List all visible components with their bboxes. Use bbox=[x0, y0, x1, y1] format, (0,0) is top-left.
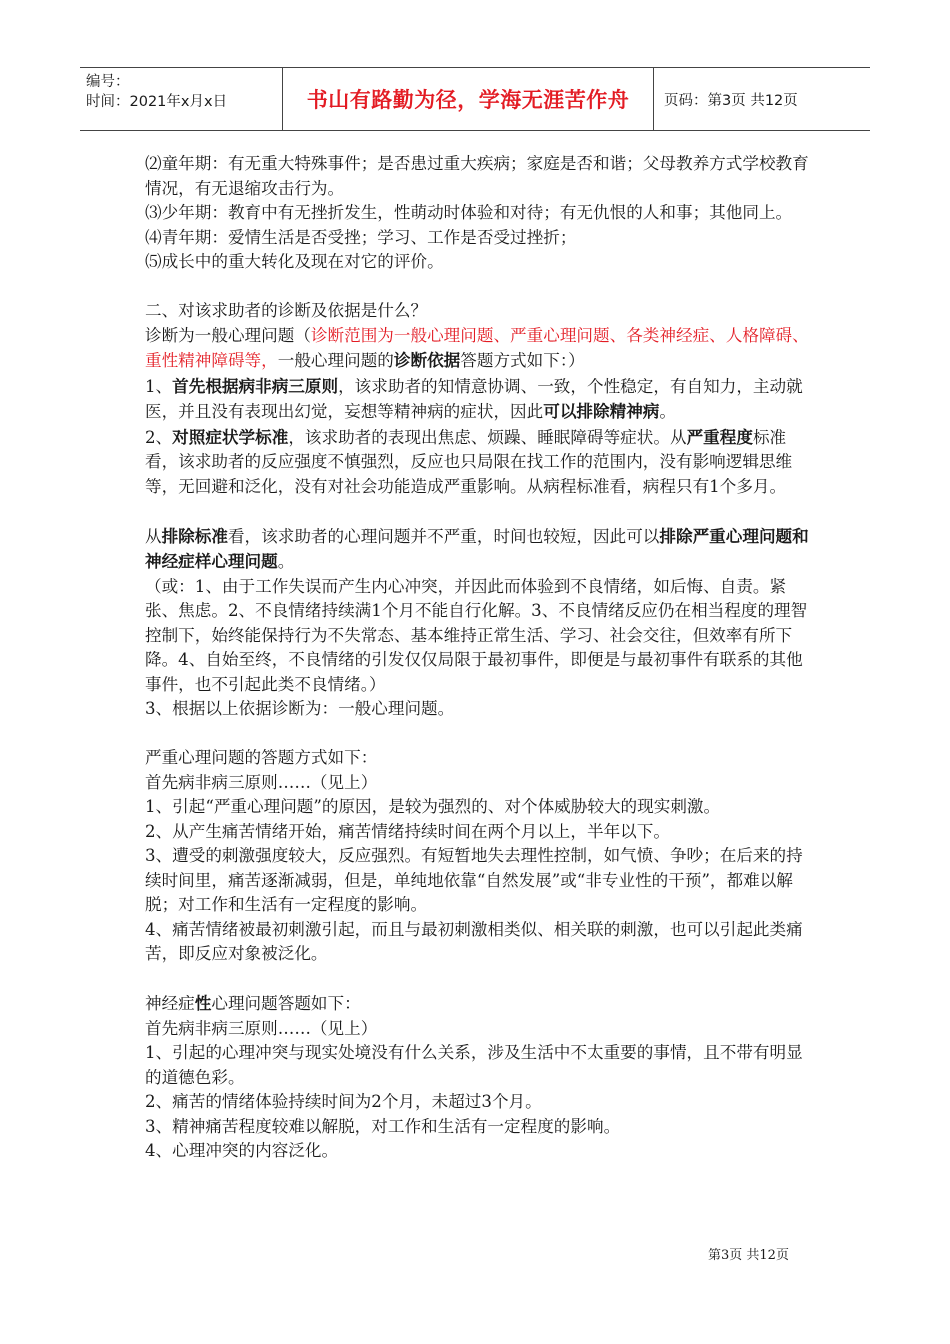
spacer bbox=[145, 275, 810, 300]
paragraph-conclusion: 3、根据以上依据诊断为：一般心理问题。 bbox=[145, 699, 455, 718]
section-heading-diagnosis: 二、对该求助者的诊断及依据是什么？ bbox=[145, 301, 428, 320]
page-footer: 第3页 共12页 bbox=[708, 1248, 789, 1263]
paragraph-neurotic-4: 4、心理冲突的内容泛化。 bbox=[145, 1141, 339, 1160]
document-body bbox=[145, 152, 810, 1164]
header-page-info: 页码：第3页 共12页 bbox=[664, 92, 798, 109]
paragraph-criterion-2: 2、对照症状学标准，该求助者的表现出焦虑、烦躁、睡眠障碍等症状。从严重程度标准看，该求助者的反应强度不慎强烈，反应也只局限在找工作的范围内，没有影响逻辑思维等，无回避和泛化，没有对社会功能造成严重影响。从病程标准看，病程只有1个多月。 bbox=[145, 426, 793, 496]
header-meta bbox=[80, 68, 282, 130]
paragraph-growth: ⑸成长中的重大转化及现在对它的评价。 bbox=[145, 252, 444, 271]
paragraph-severe-principle: 首先病非病三原则……（见上） bbox=[145, 772, 378, 792]
paragraph-neurotic-principle: 首先病非病三原则……（见上） bbox=[145, 1018, 378, 1038]
paragraph-criterion-1: 1、首先根据病非病三原则，该求助者的知情意协调、一致，个性稳定，有自知力，主动就医，并且没有表现出幻觉，妄想等精神病的症状，因此可以排除精神病。 bbox=[145, 375, 803, 421]
paragraph-neurotic-3: 3、精神痛苦程度较难以解脱，对工作和生活有一定程度的影响。 bbox=[145, 1116, 621, 1136]
spacer bbox=[145, 967, 810, 992]
spacer bbox=[145, 722, 810, 747]
paragraph-adolescence: ⑶少年期：教育中有无挫折发生，性萌动时体验和对待；有无仇恨的人和事；其他同上。 bbox=[145, 203, 793, 222]
document-number-label: 编号： bbox=[86, 74, 130, 90]
page-header bbox=[80, 67, 870, 131]
paragraph-diagnosis: 诊断为一般心理问题（诊断范围为一般心理问题、严重心理问题、各类神经症、人格障碍、重性精神障碍等，一般心理问题的诊断依据答题方式如下：） bbox=[145, 325, 809, 370]
paragraph-severe-1: 1、引起“严重心理问题”的原因，是较为强烈的、对个体威胁较大的现实刺激。 bbox=[145, 797, 721, 816]
document-date: 时间：2021年x月x日 bbox=[86, 94, 228, 110]
header-motto: 书山有路勤为径，学海无涯苦作舟 bbox=[282, 68, 654, 130]
paragraph-severe-4: 4、痛苦情绪被最初刺激引起，而且与最初刺激相类似、相关联的刺激，也可以引起此类痛苦，即反应对象被泛化。 bbox=[145, 919, 803, 963]
paragraph-neurotic-2: 2、痛苦的情绪体验持续时间为2个月，未超过3个月。 bbox=[145, 1092, 542, 1111]
paragraph-alternative: （或：1、由于工作失误而产生内心冲突，并因此而体验到不良情绪，如后悔、自责。紧张、焦虑。2、不良情绪持续满1个月不能自行化解。3、不良情绪反应仍在相当程度的理智控制下，始终能保持行为不失常态、基本维持正常生活、学习、社会交往，但效率有所下降。4、自始至终，不良情绪的引发仅仅局限于最初事件，即便是与最初事件有联系的其他事件，也不引起此类不良情绪。） bbox=[145, 576, 808, 694]
paragraph-severe-3: 3、遭受的刺激强度较大，反应强烈。有短暂地失去理性控制，如气愤、争吵；在后来的持续时间里，痛苦逐渐减弱，但是，单纯地依靠“自然发展”或“非专业性的干预”，都难以解脱；对工作和生活有一定程度的影响。 bbox=[145, 846, 803, 914]
paragraph-exclusion: 从排除标准看，该求助者的心理问题并不严重，时间也较短，因此可以排除严重心理问题和神经症样心理问题。 bbox=[145, 525, 809, 571]
spacer bbox=[145, 499, 810, 524]
section-heading-severe: 严重心理问题的答题方式如下： bbox=[145, 748, 378, 767]
paragraph-severe-2: 2、从产生痛苦情绪开始，痛苦情绪持续时间在两个月以上，半年以下。 bbox=[145, 821, 670, 841]
section-heading-neurotic: 神经症性心理问题答题如下： bbox=[145, 993, 361, 1013]
paragraph-youth: ⑷青年期：爱情生活是否受挫；学习、工作是否受过挫折； bbox=[145, 227, 577, 247]
diagnosis-range-note: 诊断范围为一般心理问题、严重心理问题、各类神经症、人格障碍、重性精神障碍等， bbox=[145, 325, 809, 370]
paragraph-neurotic-1: 1、引起的心理冲突与现实处境没有什么关系，涉及生活中不太重要的事情，且不带有明显的道德色彩。 bbox=[145, 1043, 803, 1087]
paragraph-childhood: ⑵童年期：有无重大特殊事件；是否患过重大疾病；家庭是否和谐；父母教养方式学校教育情况，有无退缩攻击行为。 bbox=[145, 154, 809, 198]
